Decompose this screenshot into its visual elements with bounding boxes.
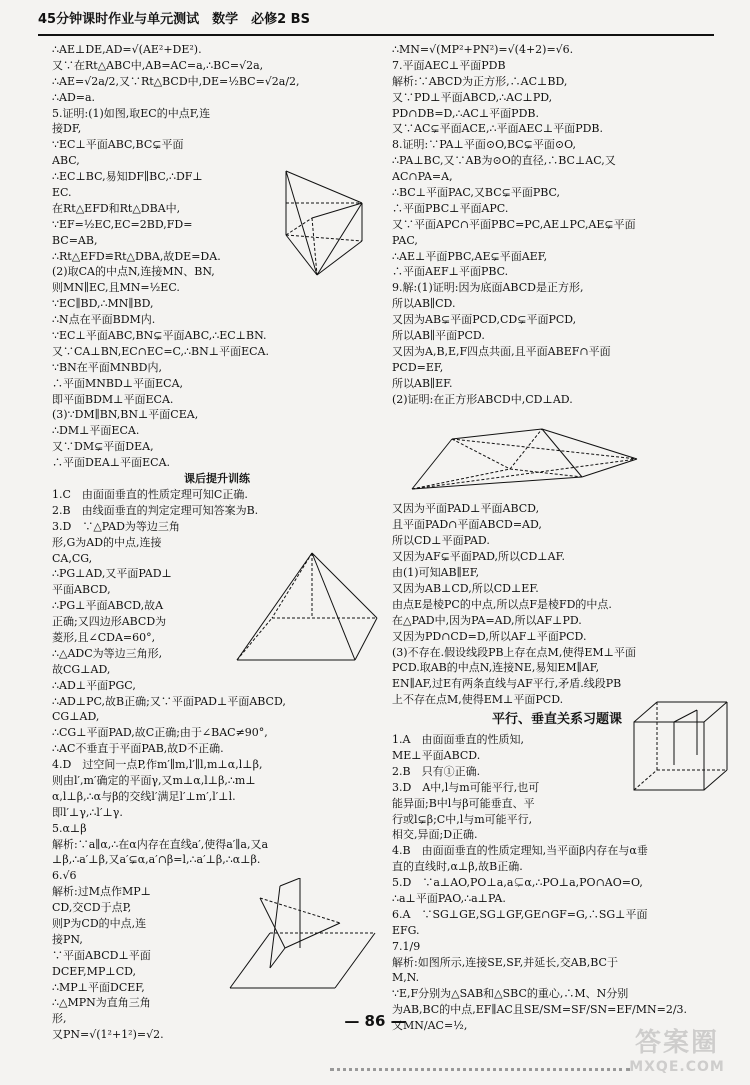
text-line: 又因为A,B,E,F四点共面,且平面ABEF∩平面 bbox=[392, 344, 611, 358]
header-title: 45分钟课时作业与单元测试 数学 必修2 BS bbox=[38, 12, 310, 27]
text-line: 又∵CA⊥BN,EC∩EC=C,∴BN⊥平面ECA. bbox=[52, 344, 269, 358]
text-line: ∴PA⊥BC,又∵AB为⊙O的直径,∴BC⊥AC,又 bbox=[392, 154, 616, 168]
text-line: 形, bbox=[52, 1012, 67, 1026]
text-line: 故CG⊥AD, bbox=[52, 662, 111, 676]
text-line: EFG. bbox=[392, 923, 420, 937]
planes-figure-6 bbox=[225, 878, 380, 1008]
text-line: ∴平面DEA⊥平面ECA. bbox=[52, 456, 171, 470]
text-line: (3)不存在.假设线段PB上存在点M,使得EM⊥平面 bbox=[392, 645, 636, 659]
text-line: 解析:过M点作MP⊥ bbox=[52, 885, 151, 899]
text-line: ∴CG⊥平面PAD,故C正确;由于∠BAC≠90°, bbox=[52, 726, 268, 740]
text-line: ∴PG⊥平面ABCD,故A bbox=[52, 599, 164, 613]
text-line: 形,G为AD的中点,连接 bbox=[52, 535, 162, 549]
text-line: 又∵在Rt△ABC中,AB=AC=a,∴BC=√2a, bbox=[52, 58, 264, 72]
text-line: CD,交CD于点P, bbox=[52, 901, 132, 915]
text-line: 又MN/AC=½, bbox=[392, 1019, 468, 1033]
text-line: ∵EC⊥平面ABC,BN⊊平面ABC,∴EC⊥BN. bbox=[52, 329, 267, 343]
text-line: 又因为AF⊊平面PAD,所以CD⊥AF. bbox=[392, 550, 565, 564]
text-line: 1.C 由面面垂直的性质定理可知C正确. bbox=[52, 487, 248, 501]
text-line: 6.√6 bbox=[52, 869, 77, 883]
text-line: ME⊥平面ABCD. bbox=[392, 748, 481, 762]
text-line: ∴AE⊥DE,AD=√(AE²+DE²). bbox=[52, 43, 202, 56]
text-line: ∴AD=a. bbox=[52, 90, 96, 104]
text-line: 接PN, bbox=[52, 932, 83, 946]
text-line: 3.D A中,l与m可能平行,也可 bbox=[392, 780, 540, 794]
text-line: ⊥β,∴a′⊥β,又a′⊊α,a′∩β=l,∴a′⊥β,∴α⊥β. bbox=[52, 853, 261, 867]
text-line: 所以CD⊥平面PAD. bbox=[392, 534, 490, 548]
text-line: PCD.取AB的中点N,连接NE,易知EM∥AF, bbox=[392, 661, 600, 675]
text-line: 5.D ∵a⊥AO,PO⊥a,a⊊α,∴PO⊥a,PO∩AO=O, bbox=[392, 876, 643, 890]
left-section-title: 课后提升训练 bbox=[184, 472, 250, 486]
text-line: 又因为AB⊊平面PCD,CD⊊平面PCD, bbox=[392, 313, 577, 327]
text-line: EN∥AF,过E有两条直线与AF平行,矛盾.线段PB bbox=[392, 677, 622, 691]
text-line: 解析:∵ABCD为正方形,∴AC⊥BD, bbox=[392, 74, 568, 88]
text-line: 则MN∥EC,且MN=½EC. bbox=[52, 281, 180, 295]
text-line: CA,CG, bbox=[52, 551, 93, 565]
text-line: 又因为AB⊥CD,所以CD⊥EF. bbox=[392, 581, 539, 595]
bottom-strip bbox=[330, 1068, 630, 1081]
text-line: 所以AB∥EF. bbox=[392, 376, 453, 390]
text-line: AC∩PA=A, bbox=[392, 170, 453, 184]
text-line: ∴AD⊥PC,故B正确;又∵平面PAD⊥平面ABCD, bbox=[52, 694, 286, 708]
text-line: ∴AC不垂直于平面PAB,故D不正确. bbox=[52, 742, 224, 756]
text-line: 且平面PAD∩平面ABCD=AD, bbox=[392, 518, 542, 532]
text-line: 上不存在点M,使得EM⊥平面PCD. bbox=[392, 693, 564, 707]
text-line: 菱形,且∠CDA=60°, bbox=[52, 630, 156, 644]
text-line: BC=AB, bbox=[52, 233, 98, 247]
right-section-title: 平行、垂直关系习题课 bbox=[491, 712, 622, 728]
text-line: 7.平面AEC⊥平面PDB bbox=[392, 58, 506, 72]
text-line: ∴BC⊥平面PAC,又BC⊊平面PBC, bbox=[392, 186, 561, 200]
text-line: 解析:如图所示,连接SE,SF,并延长,交AB,BC于 bbox=[392, 955, 618, 969]
text-line: ∴平面AEF⊥平面PBC. bbox=[392, 265, 509, 279]
text-line: (3)∵DM∥BN,BN⊥平面CEA, bbox=[52, 408, 199, 422]
text-line: 正确;又四边形ABCD为 bbox=[52, 615, 167, 629]
text-line: 7.1/9 bbox=[392, 939, 421, 953]
text-line: ∴平面PBC⊥平面APC. bbox=[392, 201, 509, 215]
text-line: ∴N点在平面BDM内. bbox=[52, 313, 156, 327]
text-line: 在Rt△EFD和Rt△DBA中, bbox=[52, 201, 181, 215]
text-line: 直的直线时,α⊥β,故B正确. bbox=[392, 860, 523, 874]
text-line: ABC, bbox=[52, 154, 80, 168]
text-line: 所以AB∥CD. bbox=[392, 297, 456, 311]
text-line: ∴PG⊥AD,又平面PAD⊥ bbox=[52, 567, 172, 581]
text-line: 又∵AC⊊平面ACE,∴平面AEC⊥平面PDB. bbox=[392, 122, 603, 136]
text-line: 平面ABCD, bbox=[52, 583, 111, 597]
right-block-2 bbox=[392, 501, 722, 708]
text-line: ∴DM⊥平面ECA. bbox=[52, 424, 140, 438]
text-line: 3.D ∵△PAD为等边三角 bbox=[52, 519, 180, 533]
text-line: 5.α⊥β bbox=[52, 821, 87, 835]
text-line: 由点E是棱PC的中点,所以点F是棱FD的中点. bbox=[392, 597, 612, 611]
pyramid-figure-2 bbox=[392, 409, 722, 497]
text-line: 为AB,BC的中点,EF∥AC且SE/SM=SF/SN=EF/MN=2/3. bbox=[392, 1003, 688, 1017]
cube-figure bbox=[622, 700, 732, 800]
text-line: 2.B 由线面垂直的判定定理可知答案为B. bbox=[52, 503, 259, 517]
text-line: 1.A 由面面垂直的性质知, bbox=[392, 733, 524, 747]
text-line: 即平面BDM⊥平面ECA. bbox=[52, 392, 174, 406]
text-line: 又∵平面APC∩平面PBC=PC,AE⊥PC,AE⊊平面 bbox=[392, 217, 636, 231]
text-line: ∴MN=√(MP²+PN²)=√(4+2)=√6. bbox=[392, 43, 574, 56]
text-line: 4.B 由面面垂直的性质定理知,当平面β内存在与α垂 bbox=[392, 844, 648, 858]
pyramid-figure-3 bbox=[232, 548, 382, 673]
text-line: 又∵PD⊥平面ABCD,∴AC⊥PD, bbox=[392, 90, 553, 104]
text-line: 5.证明:(1)如图,取EC的中点F,连 bbox=[52, 106, 211, 120]
text-line: ∵EF=½EC,EC=2BD,FD= bbox=[52, 217, 193, 231]
text-line: 相交,异面;D正确. bbox=[392, 828, 478, 842]
text-line: 又因为平面PAD⊥平面ABCD, bbox=[392, 502, 540, 516]
text-line: 则P为CD的中点,连 bbox=[52, 916, 147, 930]
text-line: 在△PAD中,因为PA=AD,所以AF⊥PD. bbox=[392, 613, 582, 627]
text-line: ∵EC∥BD,∴MN∥BD, bbox=[52, 297, 154, 311]
text-line: ∴△ADC为等边三角形, bbox=[52, 646, 163, 660]
right-block-1 bbox=[392, 42, 722, 407]
watermark-line2: MXQE.COM bbox=[629, 1059, 725, 1075]
right-column bbox=[392, 42, 722, 1034]
text-line: DCEF,MP⊥CD, bbox=[52, 964, 137, 978]
text-line: ∵BN在平面MNBD内, bbox=[52, 360, 162, 374]
text-line: α,l⊥β,∴α与β的交线l′满足l′⊥m′,l′⊥l. bbox=[52, 789, 236, 803]
page-number: — 86 — bbox=[344, 1012, 406, 1030]
text-line: ∵E,F分别为△SAB和△SBC的重心,∴M、N分别 bbox=[392, 987, 629, 1001]
text-line: ∴a⊥平面PAO,∴a⊥PA. bbox=[392, 891, 506, 905]
prism-figure-5 bbox=[272, 163, 382, 283]
text-line: ∵平面ABCD⊥平面 bbox=[52, 948, 151, 962]
text-line: ∴EC⊥BC,易知DF∥BC,∴DF⊥ bbox=[52, 170, 203, 184]
text-line: 由(1)可知AB∥EF, bbox=[392, 566, 480, 580]
header-rule bbox=[38, 34, 714, 36]
text-line: M,N. bbox=[392, 971, 420, 985]
text-line: 则由l′,m′确定的平面γ,又m⊥α,l⊥β,∴m⊥ bbox=[52, 773, 256, 787]
text-line: ∴MP⊥平面DCEF, bbox=[52, 980, 145, 994]
page-header bbox=[38, 8, 714, 32]
text-line: ∴AE=√2a/2,又∵Rt△BCD中,DE=½BC=√2a/2, bbox=[52, 74, 300, 88]
text-line: CG⊥AD, bbox=[52, 710, 100, 724]
text-line: (2)证明:在正方形ABCD中,CD⊥AD. bbox=[392, 392, 573, 406]
text-line: 8.证明:∵PA⊥平面⊙O,BC⊊平面⊙O, bbox=[392, 138, 576, 152]
text-line: 行或l⊊β;C中,l与m可能平行, bbox=[392, 812, 533, 826]
text-line: PCD=EF, bbox=[392, 360, 444, 374]
text-line: 能异面;B中l与β可能垂直、平 bbox=[392, 796, 535, 810]
text-line: 接DF, bbox=[52, 122, 82, 136]
text-line: EC. bbox=[52, 186, 72, 200]
text-line: 即l′⊥γ,∴l′⊥γ. bbox=[52, 805, 123, 819]
text-line: 2.B 只有①正确. bbox=[392, 764, 481, 778]
watermark-line1: 答案圈 bbox=[634, 1028, 719, 1058]
text-line: 9.解:(1)证明:因为底面ABCD是正方形, bbox=[392, 281, 584, 295]
text-line: 所以AB∥平面PCD. bbox=[392, 329, 485, 343]
text-line: 解析:∵a∥α,∴在α内存在直线a′,使得a′∥a,又a bbox=[52, 837, 268, 851]
text-line: ∴AE⊥平面PBC,AE⊊平面AEF, bbox=[392, 249, 548, 263]
text-line: PAC, bbox=[392, 233, 418, 247]
watermark bbox=[612, 1022, 742, 1078]
text-line: 又PN=√(1²+1²)=√2. bbox=[52, 1028, 164, 1042]
text-line: ∴平面MNBD⊥平面ECA, bbox=[52, 376, 184, 390]
text-line: 又∵DM⊊平面DEA, bbox=[52, 440, 154, 454]
text-line: PD∩DB=D,∴AC⊥平面PDB. bbox=[392, 106, 539, 120]
text-line: ∵EC⊥平面ABC,BC⊊平面 bbox=[52, 138, 184, 152]
text-line: (2)取CA的中点N,连接MN、BN, bbox=[52, 265, 215, 279]
text-line: ∴△MPN为直角三角 bbox=[52, 996, 151, 1010]
text-line: ∴AD⊥平面PGC, bbox=[52, 678, 136, 692]
text-line: ∴Rt△EFD≌Rt△DBA,故DE=DA. bbox=[52, 249, 221, 263]
text-line: 6.A ∵SG⊥GE,SG⊥GF,GE∩GF=G,∴SG⊥平面 bbox=[392, 907, 648, 921]
text-line: 4.D 过空间一点P,作m′∥m,l′∥l,m⊥α,l⊥β, bbox=[52, 758, 263, 772]
text-line: 又因为PD∩CD=D,所以AF⊥平面PCD. bbox=[392, 629, 587, 643]
